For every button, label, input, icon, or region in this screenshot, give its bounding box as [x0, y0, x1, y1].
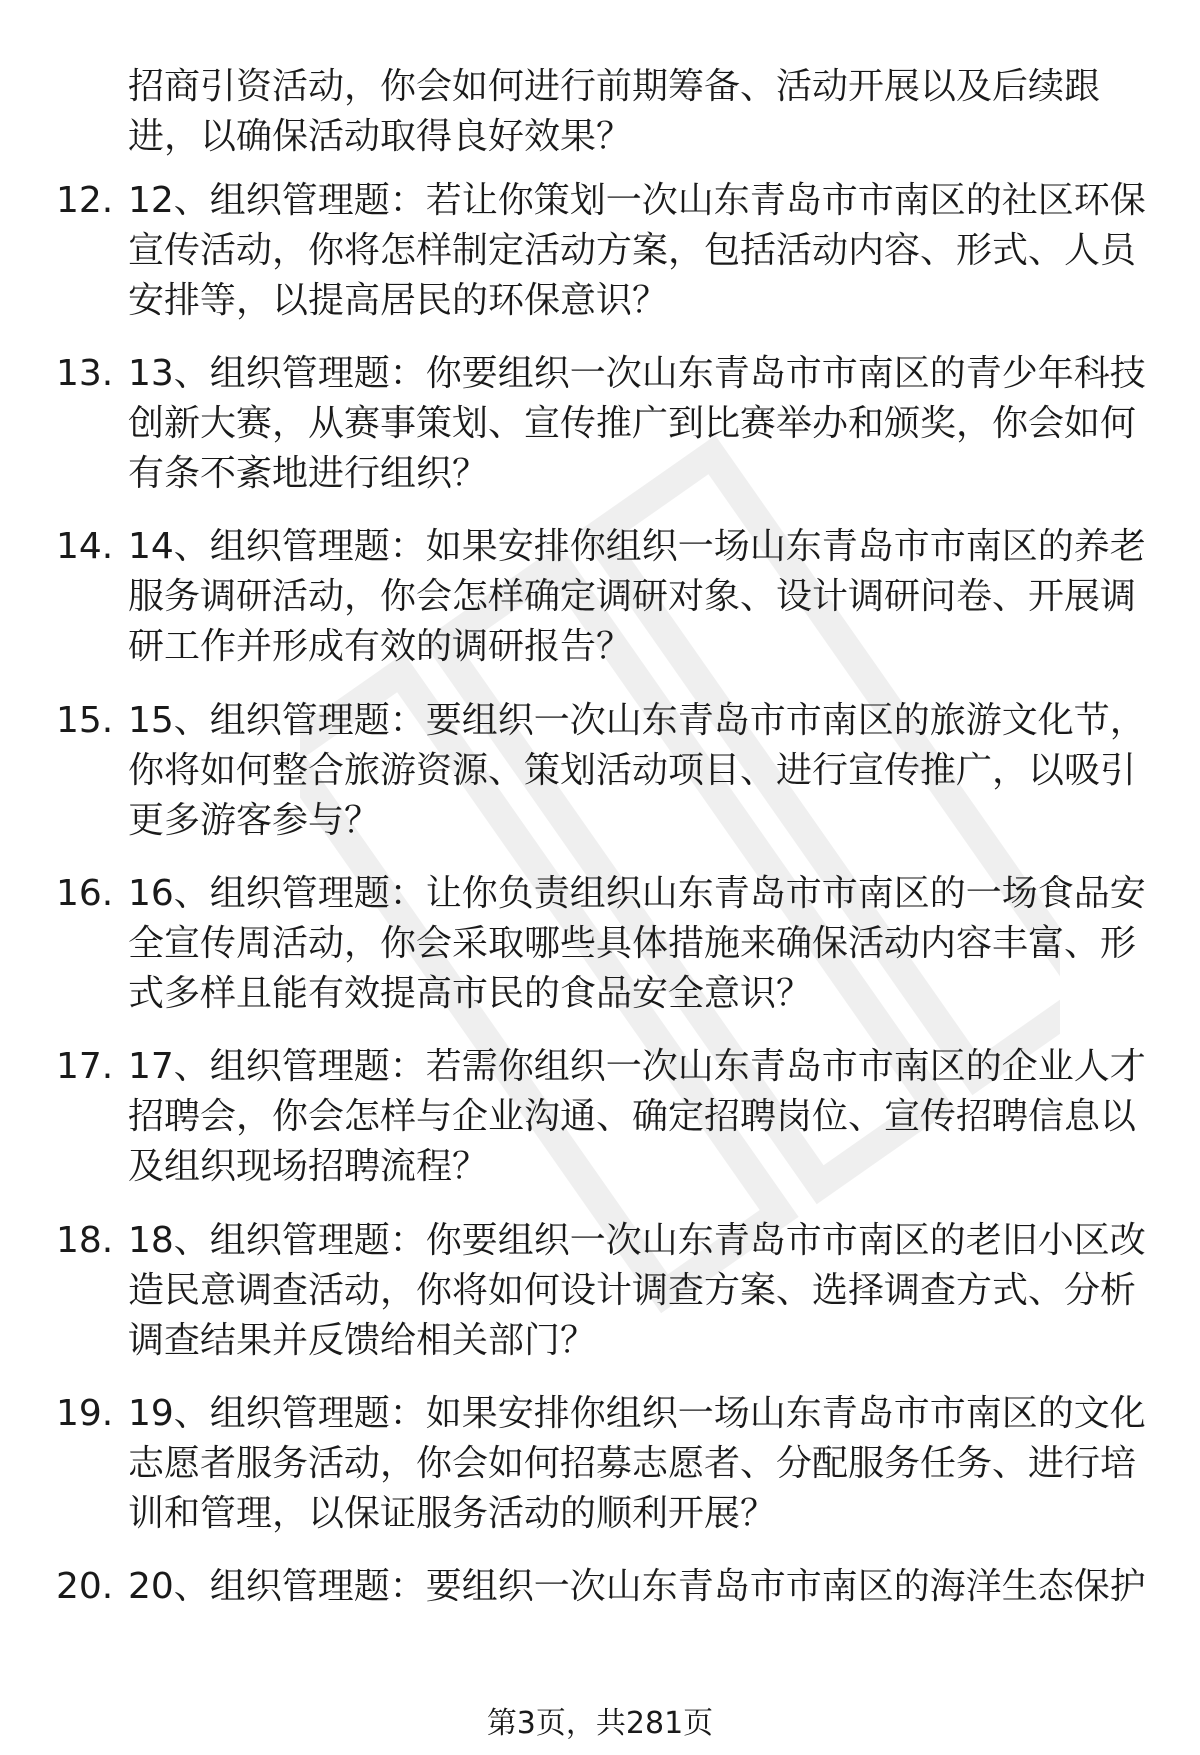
continuation-text: 招商引资活动，你会如何进行前期筹备、活动开展以及后续跟进，以确保活动取得良好效果？ — [128, 66, 1101, 157]
item-text: 19、组织管理题：如果安排你组织一场山东青岛市市南区的文化志愿者服务活动，你会如何招募志愿者、分配服务任务、进行培训和管理，以保证服务活动的顺利开展？ — [128, 1393, 1146, 1534]
item-number: 12. — [56, 180, 114, 221]
page-footer: 第3页，共281页 — [486, 1706, 714, 1741]
item-text: 15、组织管理题：要组织一次山东青岛市市南区的旅游文化节，你将如何整合旅游资源、策划活动项目、进行宣传推广，以吸引更多游客参与？ — [128, 700, 1146, 841]
item-number: 13. — [56, 353, 114, 394]
item-text: 14、组织管理题：如果安排你组织一场山东青岛市市南区的养老服务调研活动，你会怎样确定调研对象、设计调研问卷、开展调研工作并形成有效的调研报告？ — [128, 526, 1146, 667]
item-number: 18. — [56, 1220, 114, 1261]
item-number: 16. — [56, 873, 114, 914]
item-text: 12、组织管理题：若让你策划一次山东青岛市市南区的社区环保宣传活动，你将怎样制定活动方案，包括活动内容、形式、人员安排等，以提高居民的环保意识？ — [128, 180, 1146, 321]
item-number: 20. — [56, 1566, 114, 1607]
item-number: 15. — [56, 700, 114, 741]
item-text: 17、组织管理题：若需你组织一次山东青岛市市南区的企业人才招聘会，你会怎样与企业沟通、确定招聘岗位、宣传招聘信息以及组织现场招聘流程？ — [128, 1046, 1146, 1187]
item-text: 13、组织管理题：你要组织一次山东青岛市市南区的青少年科技创新大赛，从赛事策划、宣传推广到比赛举办和颁奖，你会如何有条不紊地进行组织？ — [128, 353, 1146, 494]
item-text: 18、组织管理题：你要组织一次山东青岛市市南区的老旧小区改造民意调查活动，你将如何设计调查方案、选择调查方式、分析调查结果并反馈给相关部门？ — [128, 1220, 1146, 1361]
item-number: 14. — [56, 526, 114, 567]
item-number: 17. — [56, 1046, 114, 1087]
item-text: 20、组织管理题：要组织一次山东青岛市市南区的海洋生态保护 — [128, 1566, 1146, 1607]
item-text: 16、组织管理题：让你负责组织山东青岛市市南区的一场食品安全宣传周活动，你会采取哪些具体措施来确保活动内容丰富、形式多样且能有效提高市民的食品安全意识？ — [128, 873, 1146, 1014]
item-number: 19. — [56, 1393, 114, 1434]
